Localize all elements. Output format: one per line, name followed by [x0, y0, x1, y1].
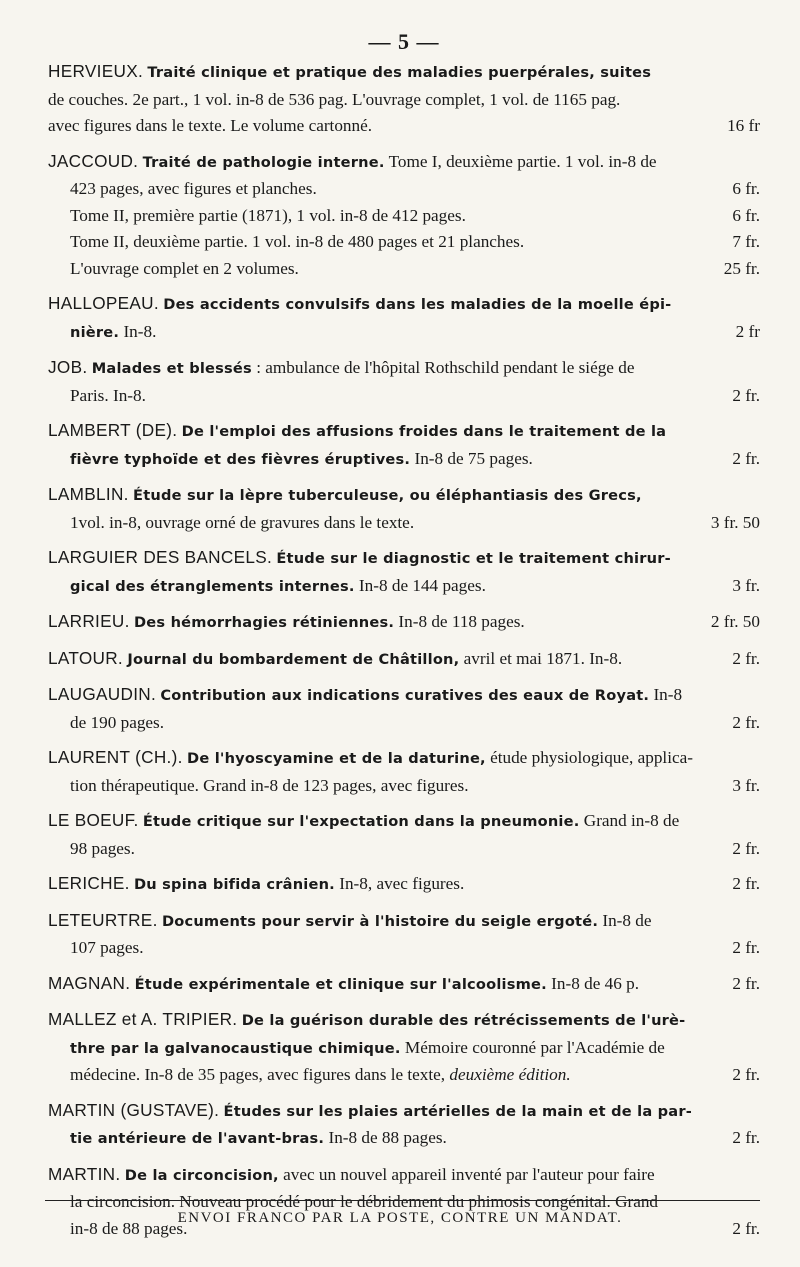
entry-author: LARGUIER DES BANCELS. [48, 547, 273, 567]
entry-price: 6 fr. [732, 205, 760, 225]
entry-price: 2 fr. [732, 448, 760, 468]
entry-author: LETEURTRE. [48, 909, 158, 930]
entry-description: In-8 de 88 pages. [328, 1128, 447, 1147]
entry-description: Paris. In-8. [70, 385, 146, 405]
entry-price: 6 fr. [732, 179, 760, 198]
entry-price: 16 fr [727, 116, 760, 135]
footer-notice: ENVOI FRANCO PAR LA POSTE, CONTRE UN MANDAT. [177, 1210, 623, 1226]
entry-description: avec un nouvel appareil inventé par l'auteur pour faire [283, 1164, 655, 1184]
entry-description: In-8 de 75 pages. [414, 448, 533, 468]
entry-title-cont: thre par la galvanocaustique chimique. [70, 1039, 401, 1057]
entry-sub-text: L'ouvrage complet en 2 volumes. [70, 258, 299, 278]
entry-author: MARTIN. [48, 1163, 121, 1184]
entry-description: Tome I, deuxième partie. 1 vol. in-8 de [388, 151, 657, 171]
entry-leriche [48, 870, 760, 899]
entry-title: Des hémorrhagies rétiniennes. [133, 614, 395, 631]
entry-price: 2 fr. 50 [710, 612, 760, 631]
entry-author: JACCOUD. [48, 150, 139, 171]
entry-description: In-8. [123, 321, 157, 341]
entry-title: De l'hyoscyamine et de la daturine, [187, 750, 486, 767]
entry-title: De la guérison durable des rétrécissements de l'urè- [241, 1012, 686, 1029]
entry-author: LAURENT (CH.). [48, 747, 183, 767]
entry-hervieux [48, 58, 760, 140]
entry-price: 3 fr. [732, 775, 760, 795]
entry-price: 2 fr. [732, 938, 760, 957]
entry-leteurtre [48, 907, 760, 962]
entry-job [48, 354, 760, 409]
entry-description: In-8 [653, 685, 683, 704]
entry-price: 3 fr. 50 [710, 512, 760, 532]
entry-title: Étude critique sur l'expectation dans la pneumonie. [142, 813, 580, 830]
entry-author: LE BOEUF. [48, 810, 139, 830]
entry-price: 7 fr. [732, 232, 760, 251]
entry-title: De la circoncision, [124, 1166, 279, 1184]
entry-title-cont: tie antérieure de l'avant-bras. [70, 1130, 325, 1147]
entry-description: In-8, avec figures. [339, 874, 465, 893]
entry-laurent [48, 744, 760, 799]
entry-latour [48, 645, 760, 674]
entry-title-cont: fièvre typhoïde et des fièvres éruptives. [70, 450, 411, 468]
entry-description: étude physiologique, applica- [490, 748, 693, 767]
entry-description: Grand in-8 de [583, 811, 680, 830]
entry-author: MAGNAN. [48, 972, 131, 993]
entry-price: 2 fr [735, 321, 760, 341]
entry-price: 2 fr. [732, 648, 760, 668]
entry-description: In-8 de 46 p. [551, 973, 639, 993]
entry-description: 1vol. in-8, ouvrage orné de gravures dans le texte. [70, 512, 415, 532]
entry-edition: deuxième édition. [449, 1065, 571, 1084]
entry-title: Des accidents convulsifs dans les maladies de la moelle épi- [163, 296, 672, 313]
entry-title: Contribution aux indications curatives des eaux de Royat. [160, 687, 650, 704]
entry-description: : ambulance de l'hôpital Rothschild pendant le siége de [256, 358, 635, 377]
entry-description: In-8 de [602, 910, 652, 930]
page-number: — 5 — [368, 29, 440, 54]
entry-price: 2 fr. [732, 1128, 760, 1147]
entry-laugaudin [48, 681, 760, 736]
entry-title-cont: nière. [70, 323, 120, 341]
entry-title: Du spina bifida crânien. [133, 876, 335, 893]
entry-description: de 190 pages. [70, 712, 165, 732]
entry-title: Étude expérimentale et clinique sur l'alcoolisme. [134, 975, 547, 993]
entry-author: JOB. [48, 357, 88, 377]
entry-martin [48, 1161, 760, 1243]
entry-author: LAUGAUDIN. [48, 684, 157, 704]
entry-price: 25 fr. [723, 258, 760, 278]
entry-magnan [48, 970, 760, 999]
entry-le-boeuf [48, 807, 760, 862]
entry-larguier [48, 544, 760, 600]
entry-description: Mémoire couronné par l'Académie de [404, 1037, 665, 1057]
entry-title-cont: gical des étranglements internes. [70, 577, 355, 595]
catalog-page [48, 26, 760, 1250]
entry-price: 3 fr. [732, 575, 760, 595]
entry-author: LAMBERT (DE). [48, 420, 178, 440]
entry-sub-text: Tome II, deuxième partie. 1 vol. in-8 de 480 pages et 21 planches. [70, 232, 525, 251]
entry-description: la circoncision. Nouveau procédé pour le débridement du phimosis congénital. Grand [70, 1192, 659, 1211]
entry-larrieu [48, 608, 760, 637]
entry-title: De l'emploi des affusions froides dans le traitement de la [181, 423, 667, 440]
entry-author: MALLEZ et A. TRIPIER. [48, 1009, 238, 1029]
entry-price: 2 fr. [732, 712, 760, 732]
entry-author: LERICHE. [48, 873, 130, 893]
entry-description: In-8 de 144 pages. [358, 575, 486, 595]
entry-description: tion thérapeutique. Grand in-8 de 123 pages, avec figures. [70, 775, 469, 795]
entry-title: Journal du bombardement de Châtillon, [127, 650, 460, 668]
entry-mallez-tripier [48, 1006, 760, 1089]
entry-martin-gustave [48, 1097, 760, 1153]
entry-author: MARTIN (GUSTAVE). [48, 1099, 220, 1120]
entry-description: de couches. 2e part., 1 vol. in-8 de 536 pag. L'ouvrage complet, 1 vol. de 1165 pag. [48, 89, 621, 109]
entry-author: HALLOPEAU. [48, 293, 159, 313]
entry-lambert [48, 417, 760, 473]
entry-description: 98 pages. [70, 838, 135, 858]
entry-price: 2 fr. [732, 973, 760, 993]
entry-description: 423 pages, avec figures et planches. [70, 179, 317, 198]
entry-jaccoud [48, 148, 760, 283]
entry-description: 107 pages. [70, 938, 144, 957]
entry-title: Études sur les plaies artérielles de la main et de la par- [223, 1102, 693, 1120]
entry-price: 2 fr. [732, 385, 760, 405]
entry-description: avec figures dans le texte. Le volume cartonné. [48, 116, 373, 135]
entry-title: Traité clinique et pratique des maladies puerpérales, suites [147, 64, 652, 81]
entry-title: Étude sur le diagnostic et le traitement chirur- [276, 550, 671, 567]
entry-title: Étude sur la lèpre tuberculeuse, ou éléphantiasis des Grecs, [133, 487, 642, 504]
entry-description: médecine. In-8 de 35 pages, avec figures dans le texte, [70, 1065, 446, 1084]
footer-divider [45, 1200, 760, 1201]
entry-description: In-8 de 118 pages. [398, 612, 525, 631]
entry-description: in-8 de 88 pages. [70, 1218, 188, 1238]
entry-price: 2 fr. [732, 838, 760, 858]
entry-price: 2 fr. [732, 874, 760, 893]
entry-price: 2 fr. [732, 1065, 760, 1084]
entry-author: HERVIEUX. [48, 61, 144, 81]
entry-hallopeau [48, 290, 760, 346]
entry-author: LAMBLIN. [48, 484, 129, 504]
entry-description: avril et mai 1871. In-8. [463, 648, 623, 668]
entry-author: LARRIEU. [48, 611, 130, 631]
entry-lamblin [48, 481, 760, 536]
entry-title: Malades et blessés [91, 360, 252, 377]
entry-sub-text: Tome II, première partie (1871), 1 vol. in-8 de 412 pages. [70, 205, 466, 225]
entry-author: LATOUR. [48, 647, 124, 668]
entry-price: 2 fr. [732, 1218, 760, 1238]
entry-title: Traité de pathologie interne. [142, 153, 385, 171]
entry-title: Documents pour servir à l'histoire du seigle ergoté. [161, 912, 599, 930]
